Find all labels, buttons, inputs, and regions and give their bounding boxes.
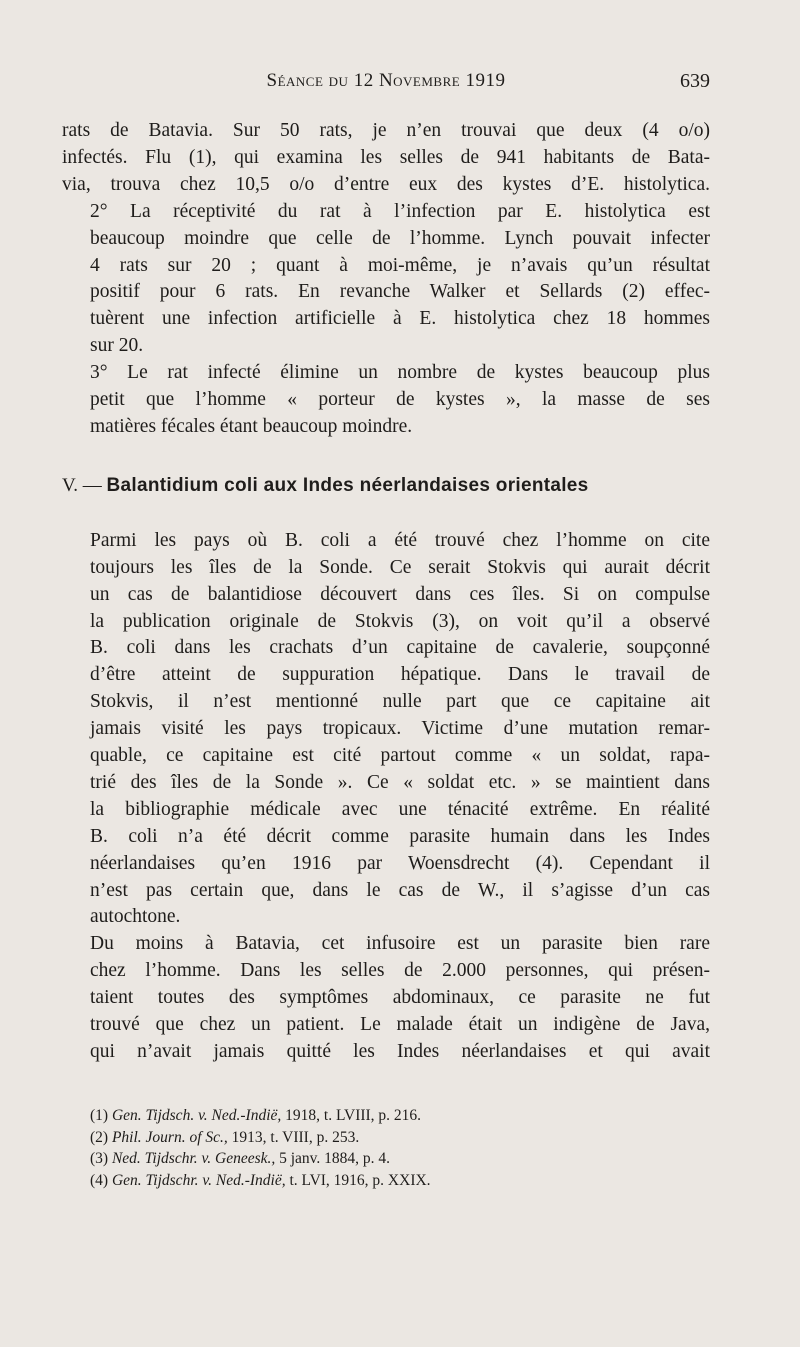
section-heading — [62, 473, 710, 500]
paragraph-1 — [62, 118, 710, 199]
text-line: toujours les îles de la Sonde. Ce serait Stokvis qui aurait décrit — [90, 556, 710, 578]
text-line: néerlandaises qu’en 1916 par Woensdrecht (4). Cependant il — [90, 852, 710, 874]
text-line: un cas de balantidiose découvert dans ces îles. Si on compulse — [90, 583, 710, 605]
page-header — [62, 70, 710, 100]
text-line: la publication originale de Stokvis (3), on voit qu’il a observé — [90, 610, 710, 632]
footnote-mark: (3) — [90, 1150, 109, 1167]
text-line: d’être atteint de suppuration hépatique. Dans le travail de — [90, 664, 710, 686]
text-line: rats de Batavia. Sur 50 rats, je n’en trouvai que deux (4 o/o) — [62, 120, 710, 141]
paragraph-4 — [62, 528, 710, 932]
paragraph-5 — [62, 931, 710, 1066]
footnote-mark: (1) — [90, 1107, 109, 1124]
text-line: B. coli dans les crachats d’un capitaine de cavalerie, soupçonné — [90, 637, 710, 659]
footnotes — [90, 1105, 710, 1191]
footnote-4 — [90, 1170, 710, 1192]
text-line: petit que l’homme « porteur de kystes », la masse de ses — [90, 389, 710, 411]
text-line: n’est pas certain que, dans le cas de W., il s’agisse d’un cas — [90, 879, 710, 901]
section-title: Balantidium coli aux Indes néerlandaises orientales — [106, 474, 589, 496]
paragraph-3 — [62, 360, 710, 441]
text-line: sur 20. — [90, 335, 144, 357]
body-text — [62, 118, 710, 1066]
footnote-mark: (4) — [90, 1171, 109, 1189]
text-line: 4 rats sur 20 ; quant à moi-même, je n’avais qu’un résultat — [90, 254, 710, 276]
text-line: 2° La réceptivité du rat à l’infection par E. histolytica est — [90, 200, 710, 222]
text-line: taient toutes des symptômes abdominaux, ce parasite ne fut — [90, 987, 710, 1009]
text-line: quable, ce capitaine est cité partout comme « un soldat, rapa- — [90, 745, 710, 767]
footnote-details: 1913, t. VIII, p. 253. — [231, 1128, 360, 1146]
text-line: qui n’avait jamais quitté les Indes néerlandaises et qui avait — [90, 1041, 710, 1062]
text-line: Stokvis, il n’est mentionné nulle part que ce capitaine ait — [90, 691, 710, 713]
footnote-1 — [90, 1105, 710, 1127]
footnote-details: 1918, t. LVIII, p. 216. — [285, 1107, 422, 1124]
running-title: Séance du 12 Novembre 1919 — [266, 70, 506, 91]
text-line: matières fécales étant beaucoup moindre. — [90, 415, 413, 437]
footnote-details: 5 janv. 1884, p. 4. — [279, 1150, 391, 1167]
text-line: autochtone. — [90, 906, 181, 928]
text-line: Du moins à Batavia, cet infusoire est un parasite bien rare — [90, 933, 710, 955]
text-line: via, trouva chez 10,5 o/o d’entre eux des kystes d’E. histolytica. — [62, 173, 710, 195]
footnote-details: t. LVI, 1916, p. XXIX. — [289, 1171, 431, 1189]
text-line: jamais visité les pays tropicaux. Victime d’une mutation remar- — [90, 718, 710, 740]
paragraph-2 — [62, 199, 710, 360]
text-line: la bibliographie médicale avec une ténacité extrême. En réalité — [90, 798, 710, 820]
text-line: chez l’homme. Dans les selles de 2.000 personnes, qui présen- — [90, 960, 710, 982]
text-line: trié des îles de la Sonde ». Ce « soldat etc. » se maintient dans — [90, 771, 710, 793]
footnote-source: Gen. Tijdsch. v. Ned.-Indië, — [111, 1107, 282, 1124]
text-line: trouvé que chez un patient. Le malade était un indigène de Java, — [90, 1014, 710, 1036]
text-line: 3° Le rat infecté élimine un nombre de kystes beaucoup plus — [90, 362, 710, 384]
text-line: infectés. Flu (1), qui examina les selles de 941 habitants de Bata- — [62, 146, 710, 168]
footnote-source: Phil. Journ. of Sc., — [111, 1128, 228, 1146]
text-line: B. coli n’a été décrit comme parasite humain dans les Indes — [90, 825, 710, 847]
page-number: 639 — [680, 70, 710, 92]
footnote-source: Ned. Tijdschr. v. Geneesk., — [111, 1150, 276, 1167]
footnote-3 — [90, 1148, 710, 1170]
text-line: tuèrent une infection artificielle à E. histolytica chez 18 hommes — [90, 308, 710, 330]
footnote-source: Gen. Tijdschr. v. Ned.-Indië, — [111, 1171, 286, 1189]
section-number: V. — — [62, 474, 102, 496]
footnote-mark: (2) — [90, 1128, 109, 1146]
footnote-2 — [90, 1127, 710, 1149]
text-line: positif pour 6 rats. En revanche Walker et Sellards (2) effec- — [90, 281, 710, 303]
text-line: beaucoup moindre que celle de l’homme. Lynch pouvait infecter — [90, 227, 710, 249]
text-line: Parmi les pays où B. coli a été trouvé chez l’homme on cite — [90, 529, 710, 551]
